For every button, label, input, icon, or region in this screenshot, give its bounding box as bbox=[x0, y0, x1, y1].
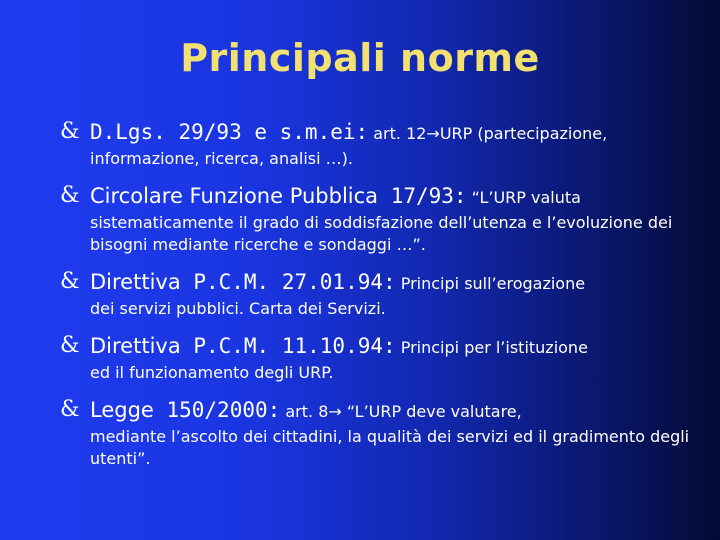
item-first-line bbox=[90, 396, 700, 426]
list-item bbox=[60, 118, 700, 170]
item-first-line bbox=[90, 182, 700, 212]
ampersand-bullet-icon: & bbox=[60, 333, 80, 358]
item-first-line bbox=[90, 118, 700, 148]
norms-list bbox=[60, 118, 700, 482]
item-heading: Direttiva bbox=[90, 270, 181, 294]
item-text-continuation: ed il funzionamento degli URP. bbox=[90, 363, 334, 382]
item-first-line bbox=[90, 332, 700, 362]
item-text-continuation: sistematicamente il grado di soddisfazione dell’utenza e l’evoluzione dei bisogni mediante ricerche e sondaggi …”. bbox=[90, 213, 673, 254]
item-text-continuation: informazione, ricerca, analisi …). bbox=[90, 149, 353, 168]
item-heading: D.Lgs. 29/93 e s.m.ei: bbox=[90, 120, 369, 144]
ampersand-bullet-icon: & bbox=[60, 269, 80, 294]
item-text-start: art. 12→URP (partecipazione, bbox=[368, 124, 608, 143]
item-heading-tail: 17/93: bbox=[378, 184, 467, 208]
item-heading: Legge bbox=[90, 398, 154, 422]
item-heading-tail: 150/2000: bbox=[153, 398, 281, 422]
ampersand-bullet-icon: & bbox=[60, 397, 80, 422]
list-item bbox=[60, 332, 700, 384]
item-text-continuation: dei servizi pubblici. Carta dei Servizi. bbox=[90, 299, 386, 318]
item-heading: Direttiva bbox=[90, 334, 181, 358]
item-heading-tail: P.C.M. 11.10.94: bbox=[180, 334, 396, 358]
list-item bbox=[60, 396, 700, 470]
item-first-line bbox=[90, 268, 700, 298]
item-text-start: art. 8→ “L’URP deve valutare, bbox=[280, 402, 522, 421]
list-item bbox=[60, 182, 700, 256]
ampersand-bullet-icon: & bbox=[60, 119, 80, 144]
list-item bbox=[60, 268, 700, 320]
item-text-start: “L’URP valuta bbox=[466, 188, 581, 207]
item-text-start: Principi sull’erogazione bbox=[395, 274, 586, 293]
item-heading-tail: P.C.M. 27.01.94: bbox=[180, 270, 396, 294]
ampersand-bullet-icon: & bbox=[60, 183, 80, 208]
item-text-start: Principi per l’istituzione bbox=[395, 338, 588, 357]
slide-title: Principali norme bbox=[180, 36, 540, 80]
item-heading: Circolare Funzione Pubblica bbox=[90, 184, 379, 208]
item-text-continuation: mediante l’ascolto dei cittadini, la qualità dei servizi ed il gradimento degli utenti”. bbox=[90, 427, 690, 468]
